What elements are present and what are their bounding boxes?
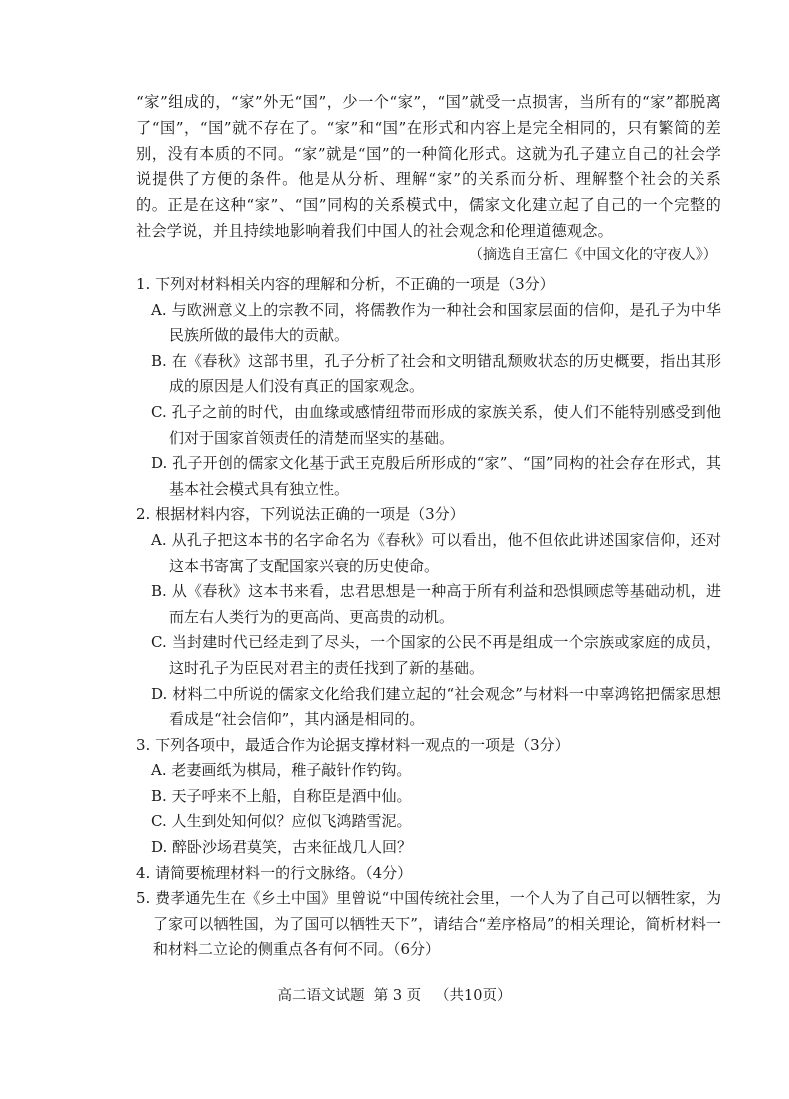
option-text: A. 从孔子把这本书的名字命名为《春秋》可以看出，他不但依此讲述国家信仰，还对这本书寄寓了支配国家兴衰的历史使命。 — [151, 530, 721, 575]
option-text: B. 天子呼来不上船，自称臣是酒中仙。 — [151, 786, 412, 805]
question-1 — [136, 272, 721, 502]
option-b — [136, 784, 721, 810]
question-list — [136, 272, 721, 963]
question-stem — [136, 886, 721, 963]
option-a — [136, 298, 721, 349]
option-text: D. 醉卧沙场君莫笑，古来征战几人回？ — [151, 838, 413, 857]
option-text: C. 当封建时代已经走到了尽头，一个国家的公民不再是组成一个宗族或家庭的成员，这时孔子为臣民对君主的责任找到了新的基础。 — [151, 633, 721, 677]
question-stem: 1. 下列对材料相关内容的理解和分析，不正确的一项是（3分） — [136, 275, 555, 293]
option-text: A. 与欧洲意义上的宗教不同，将儒教作为一种社会和国家层面的信仰，是孔子为中华民族所做的最伟大的贡献。 — [151, 300, 721, 345]
option-text: D. 孔子开创的儒家文化基于武王克殷后所形成的“家”、“国”同构的社会存在形式，其基本社会模式具有独立性。 — [151, 454, 721, 498]
passage-source: （摘选自王富仁《中国文化的守夜人》） — [468, 247, 717, 263]
question-5 — [136, 886, 721, 963]
reading-passage — [136, 90, 721, 245]
option-text: A. 老妻画纸为棋局，稚子敲针作钓钩。 — [151, 761, 412, 780]
question-stem: 2. 根据材料内容，下列说法正确的一项是（3分） — [136, 505, 465, 524]
question-stem: 4. 请简要梳理材料一的行文脉络。（4分） — [136, 863, 413, 882]
option-a — [136, 758, 721, 784]
option-c — [136, 630, 721, 681]
option-c — [136, 809, 721, 835]
option-d — [136, 835, 721, 861]
option-text: C. 人生到处知何似？应似飞鸿踏雪泥。 — [151, 812, 412, 831]
option-d — [136, 451, 721, 502]
option-text: B. 在《春秋》这部书里，孔子分析了社会和文明错乱颓败状态的历史概要，指出其形成的原因是人们没有真正的国家观念。 — [151, 351, 721, 396]
option-text: C. 孔子之前的时代，由血缘或感情纽带而形成的家族关系，使人们不能特别感受到他们对于国家首领责任的清楚而坚实的基础。 — [151, 402, 721, 447]
passage-paragraph: “家”组成的，“家”外无“国”，少一个“家”，“国”就受一点损害，当所有的“家”都脱离了“国”，“国”就不存在了。“家”和“国”在形式和内容上是完全相同的，只有繁简的差别，没有本质的不同。“家”就是“国”的一种简化形式。这就为孔子建立自己的社会学说提供了方便的条件。他是从分析、理解“家”的关系而分析、理解整个社会的关系的。正是在这种“家”、“国”同构的关系模式中，儒家文化建立起了自己的一个完整的社会学说，并且持续地影响着我们中国人的社会观念和伦理道德观念。 — [136, 93, 721, 240]
question-stem-text: 5. 费孝通先生在《乡土中国》里曾说“中国传统社会里，一个人为了自己可以牺牲家，为了家可以牺牲国，为了国可以牺牲天下”，请结合“差序格局”的相关理论，简析材料一和材料二立论的侧重点各有何不同。（6分） — [136, 889, 721, 959]
option-text: D. 材料二中所说的儒家文化给我们建立起的“社会观念”与材料一中辜鸿铭把儒家思想看成是“社会信仰”，其内涵是相同的。 — [151, 684, 721, 729]
option-text: B. 从《春秋》这本书来看，忠君思想是一种高于所有利益和恐惧顾虑等基础动机，进而左右人类行为的更高尚、更高贵的动机。 — [151, 582, 721, 626]
question-4 — [136, 861, 721, 887]
option-c — [136, 400, 721, 451]
option-b — [136, 579, 721, 630]
question-3 — [136, 733, 721, 861]
option-a — [136, 528, 721, 579]
page-footer: 高二语文试题 第 3 页 （共10页） — [277, 988, 512, 1004]
option-b — [136, 349, 721, 400]
question-2 — [136, 502, 721, 732]
question-stem: 3. 下列各项中，最适合作为论据支撑材料一观点的一项是（3分） — [136, 735, 570, 754]
option-d — [136, 682, 721, 733]
